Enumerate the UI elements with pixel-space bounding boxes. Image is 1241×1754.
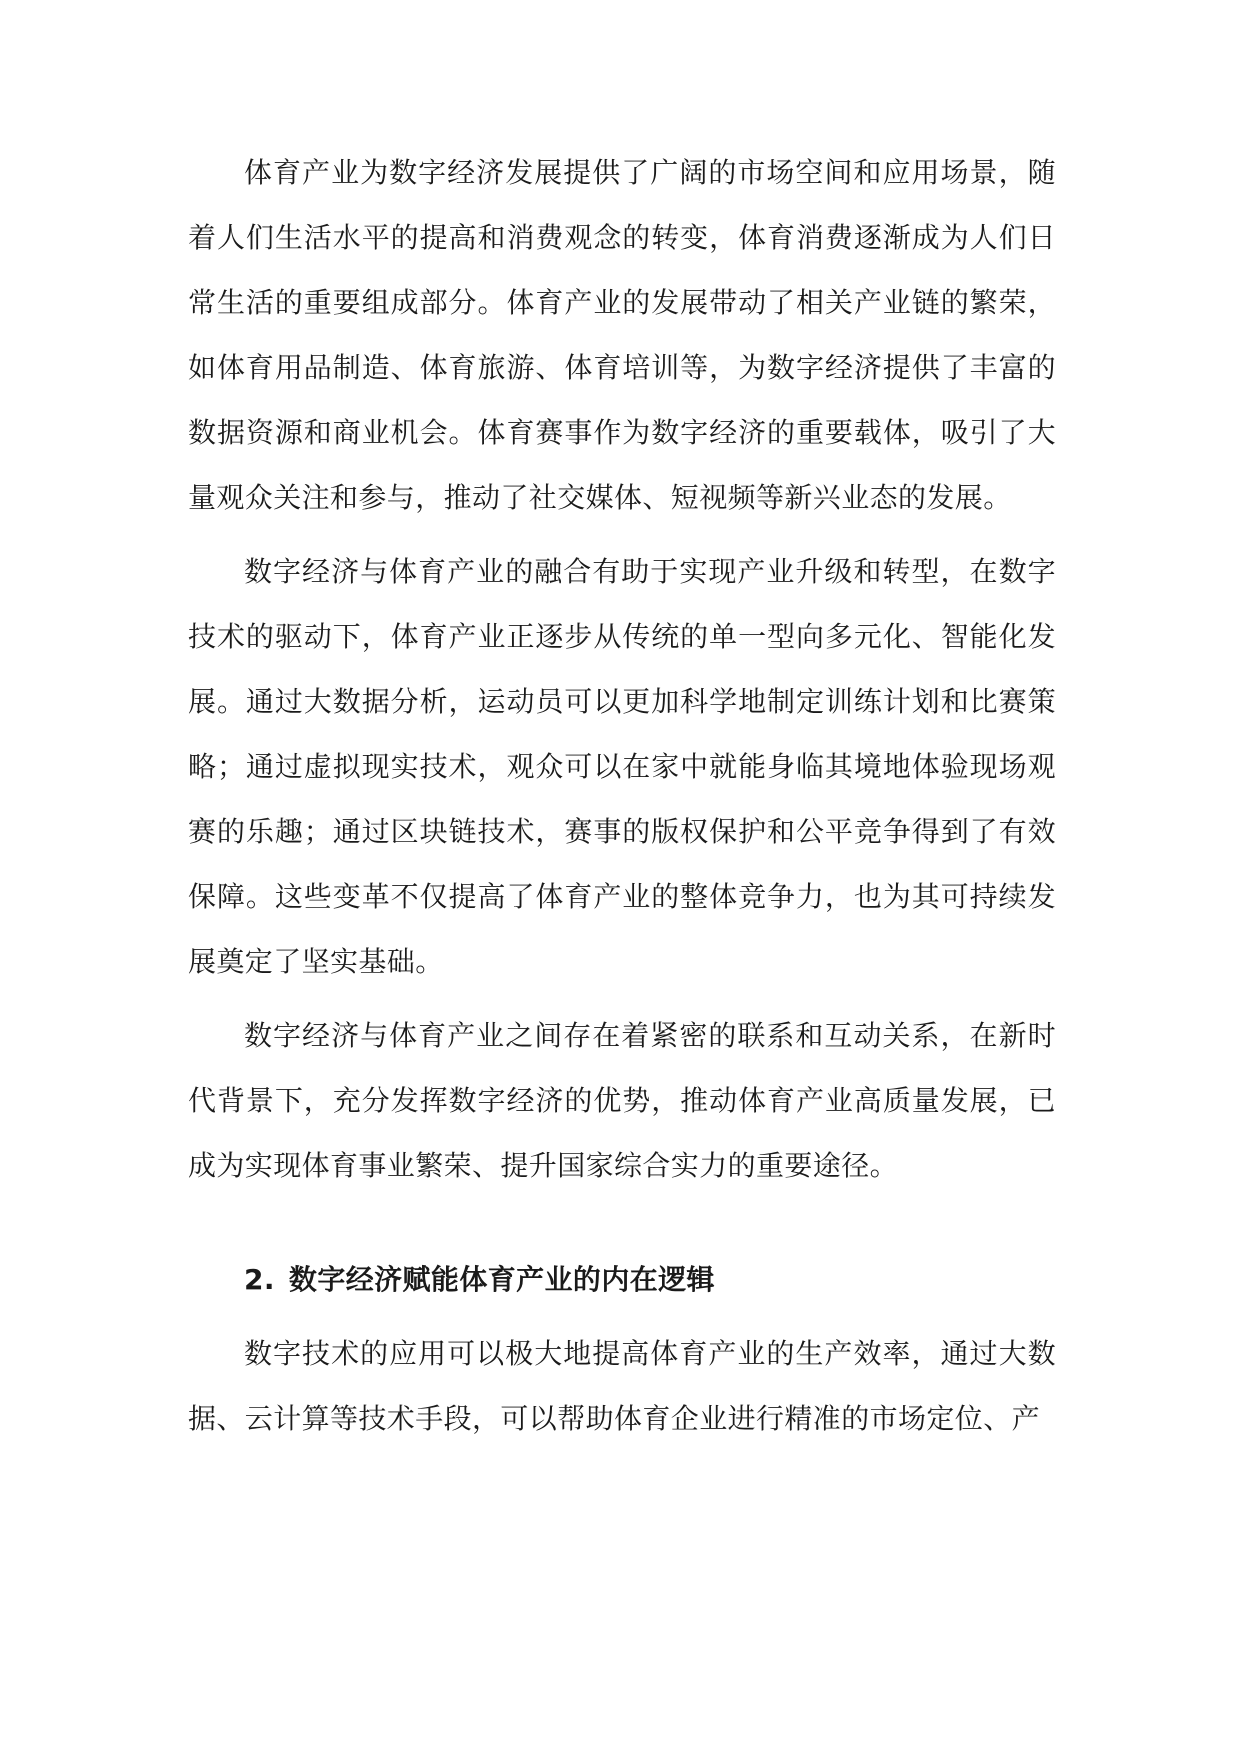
section-paragraph: 数字技术的应用可以极大地提高体育产业的生产效率，通过大数据、云计算等技术手段，可以帮助体育企业进行精准的市场定位、产	[188, 1337, 1056, 1435]
paragraph-1: 体育产业为数字经济发展提供了广阔的市场空间和应用场景，随着人们生活水平的提高和消费观念的转变，体育消费逐渐成为人们日常生活的重要组成部分。体育产业的发展带动了相关产业链的繁荣，如体育用品制造、体育旅游、体育培训等，为数字经济提供了丰富的数据资源和商业机会。体育赛事作为数字经济的重要载体，吸引了大量观众关注和参与，推动了社交媒体、短视频等新兴业态的发展。	[188, 156, 1056, 514]
section-number: 2.	[244, 1263, 275, 1296]
section-heading	[188, 1247, 1056, 1312]
paragraph-2: 数字经济与体育产业的融合有助于实现产业升级和转型，在数字技术的驱动下，体育产业正逐步从传统的单一型向多元化、智能化发展。通过大数据分析，运动员可以更加科学地制定训练计划和比赛策略；通过虚拟现实技术，观众可以在家中就能身临其境地体验现场观赛的乐趣；通过区块链技术，赛事的版权保护和公平竞争得到了有效保障。这些变革不仅提高了体育产业的整体竞争力，也为其可持续发展奠定了坚实基础。	[188, 555, 1056, 978]
section-title: 数字经济赋能体育产业的内在逻辑	[288, 1263, 715, 1296]
paragraph-3: 数字经济与体育产业之间存在着紧密的联系和互动关系，在新时代背景下，充分发挥数字经济的优势，推动体育产业高质量发展，已成为实现体育事业繁荣、提升国家综合实力的重要途径。	[188, 1019, 1056, 1182]
document-page	[188, 140, 1056, 1451]
